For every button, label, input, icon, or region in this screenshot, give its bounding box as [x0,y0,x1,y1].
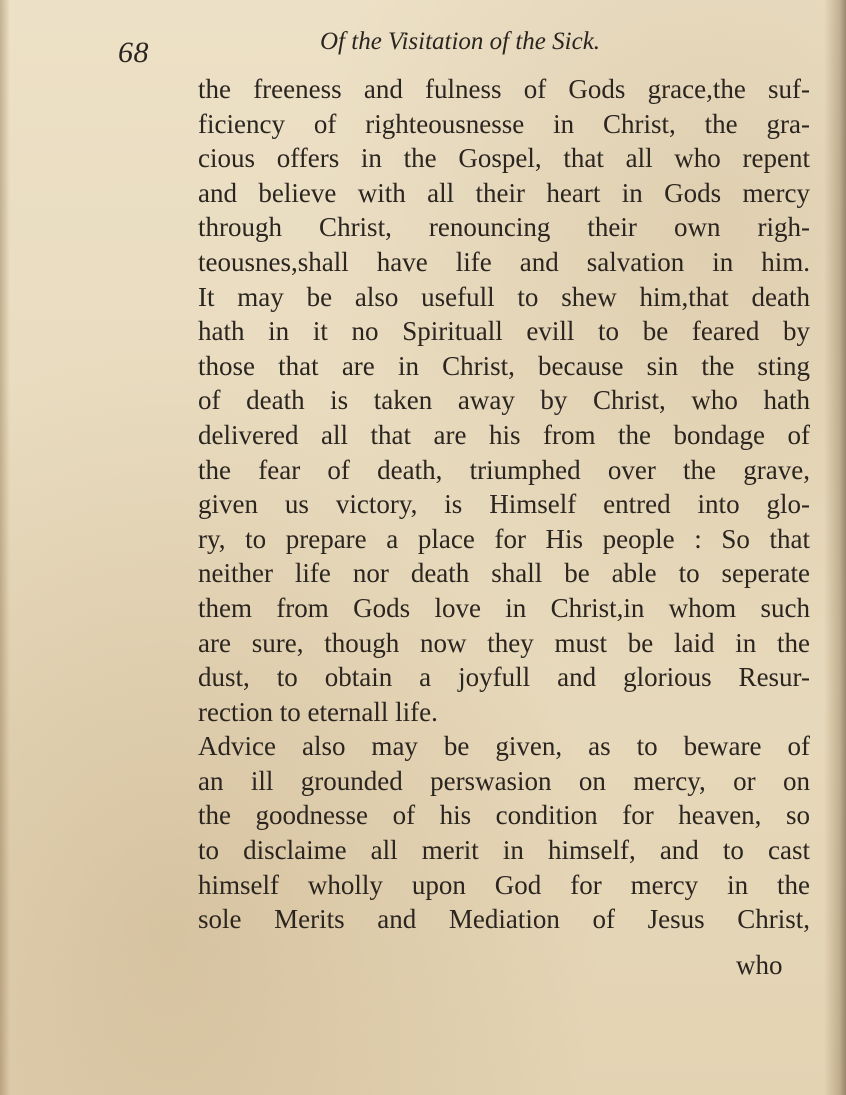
page-number: 68 [118,36,149,69]
text-line: neither life nor death shall be able to seperate [198,558,810,589]
text-line: ry, to prepare a place for His people : So that [198,523,810,554]
text-line: the fear of death, triumphed over the grave, [198,454,810,485]
page-gutter-shadow [824,0,846,1095]
text-line: given us victory, is Himself entred into glo- [198,489,810,520]
text-line: hath in it no Spirituall evill to be feared by [198,316,810,347]
text-line: sole Merits and Mediation of Jesus Christ, [198,904,810,935]
text-line: the goodnesse of his condition for heaven, so [198,800,810,831]
text-line: to disclaime all merit in himself, and to cast [198,835,810,866]
text-line: It may be also usefull to shew him,that death [198,281,810,312]
text-line: them from Gods love in Christ,in whom such [198,592,810,623]
text-line: those that are in Christ, because sin the sting [198,350,810,381]
text-line: himself wholly upon God for mercy in the [198,869,810,900]
body-text [198,72,810,937]
page-left-edge [0,0,10,1095]
catchword: who [736,950,783,980]
running-head: Of the Visitation of the Sick. [320,28,601,55]
text-line: the freeness and fulness of Gods grace,the suf- [198,74,810,104]
text-line: an ill grounded perswasion on mercy, or on [198,765,810,796]
text-line: cious offers in the Gospel, that all who repent [198,143,810,174]
text-line: of death is taken away by Christ, who hath [198,385,810,416]
text-line: dust, to obtain a joyfull and glorious Resur- [198,662,810,693]
text-line: teousnes,shall have life and salvation in him. [198,246,810,277]
text-line: rection to eternall life. [198,696,438,727]
text-line: and believe with all their heart in Gods mercy [198,177,810,208]
text-line: Advice also may be given, as to beware of [198,731,810,762]
text-line: are sure, though now they must be laid in the [198,627,810,658]
text-line: through Christ, renouncing their own righ- [198,212,810,243]
text-line: ficiency of righteousnesse in Christ, the gra- [198,108,810,139]
text-line: delivered all that are his from the bondage of [198,419,810,450]
